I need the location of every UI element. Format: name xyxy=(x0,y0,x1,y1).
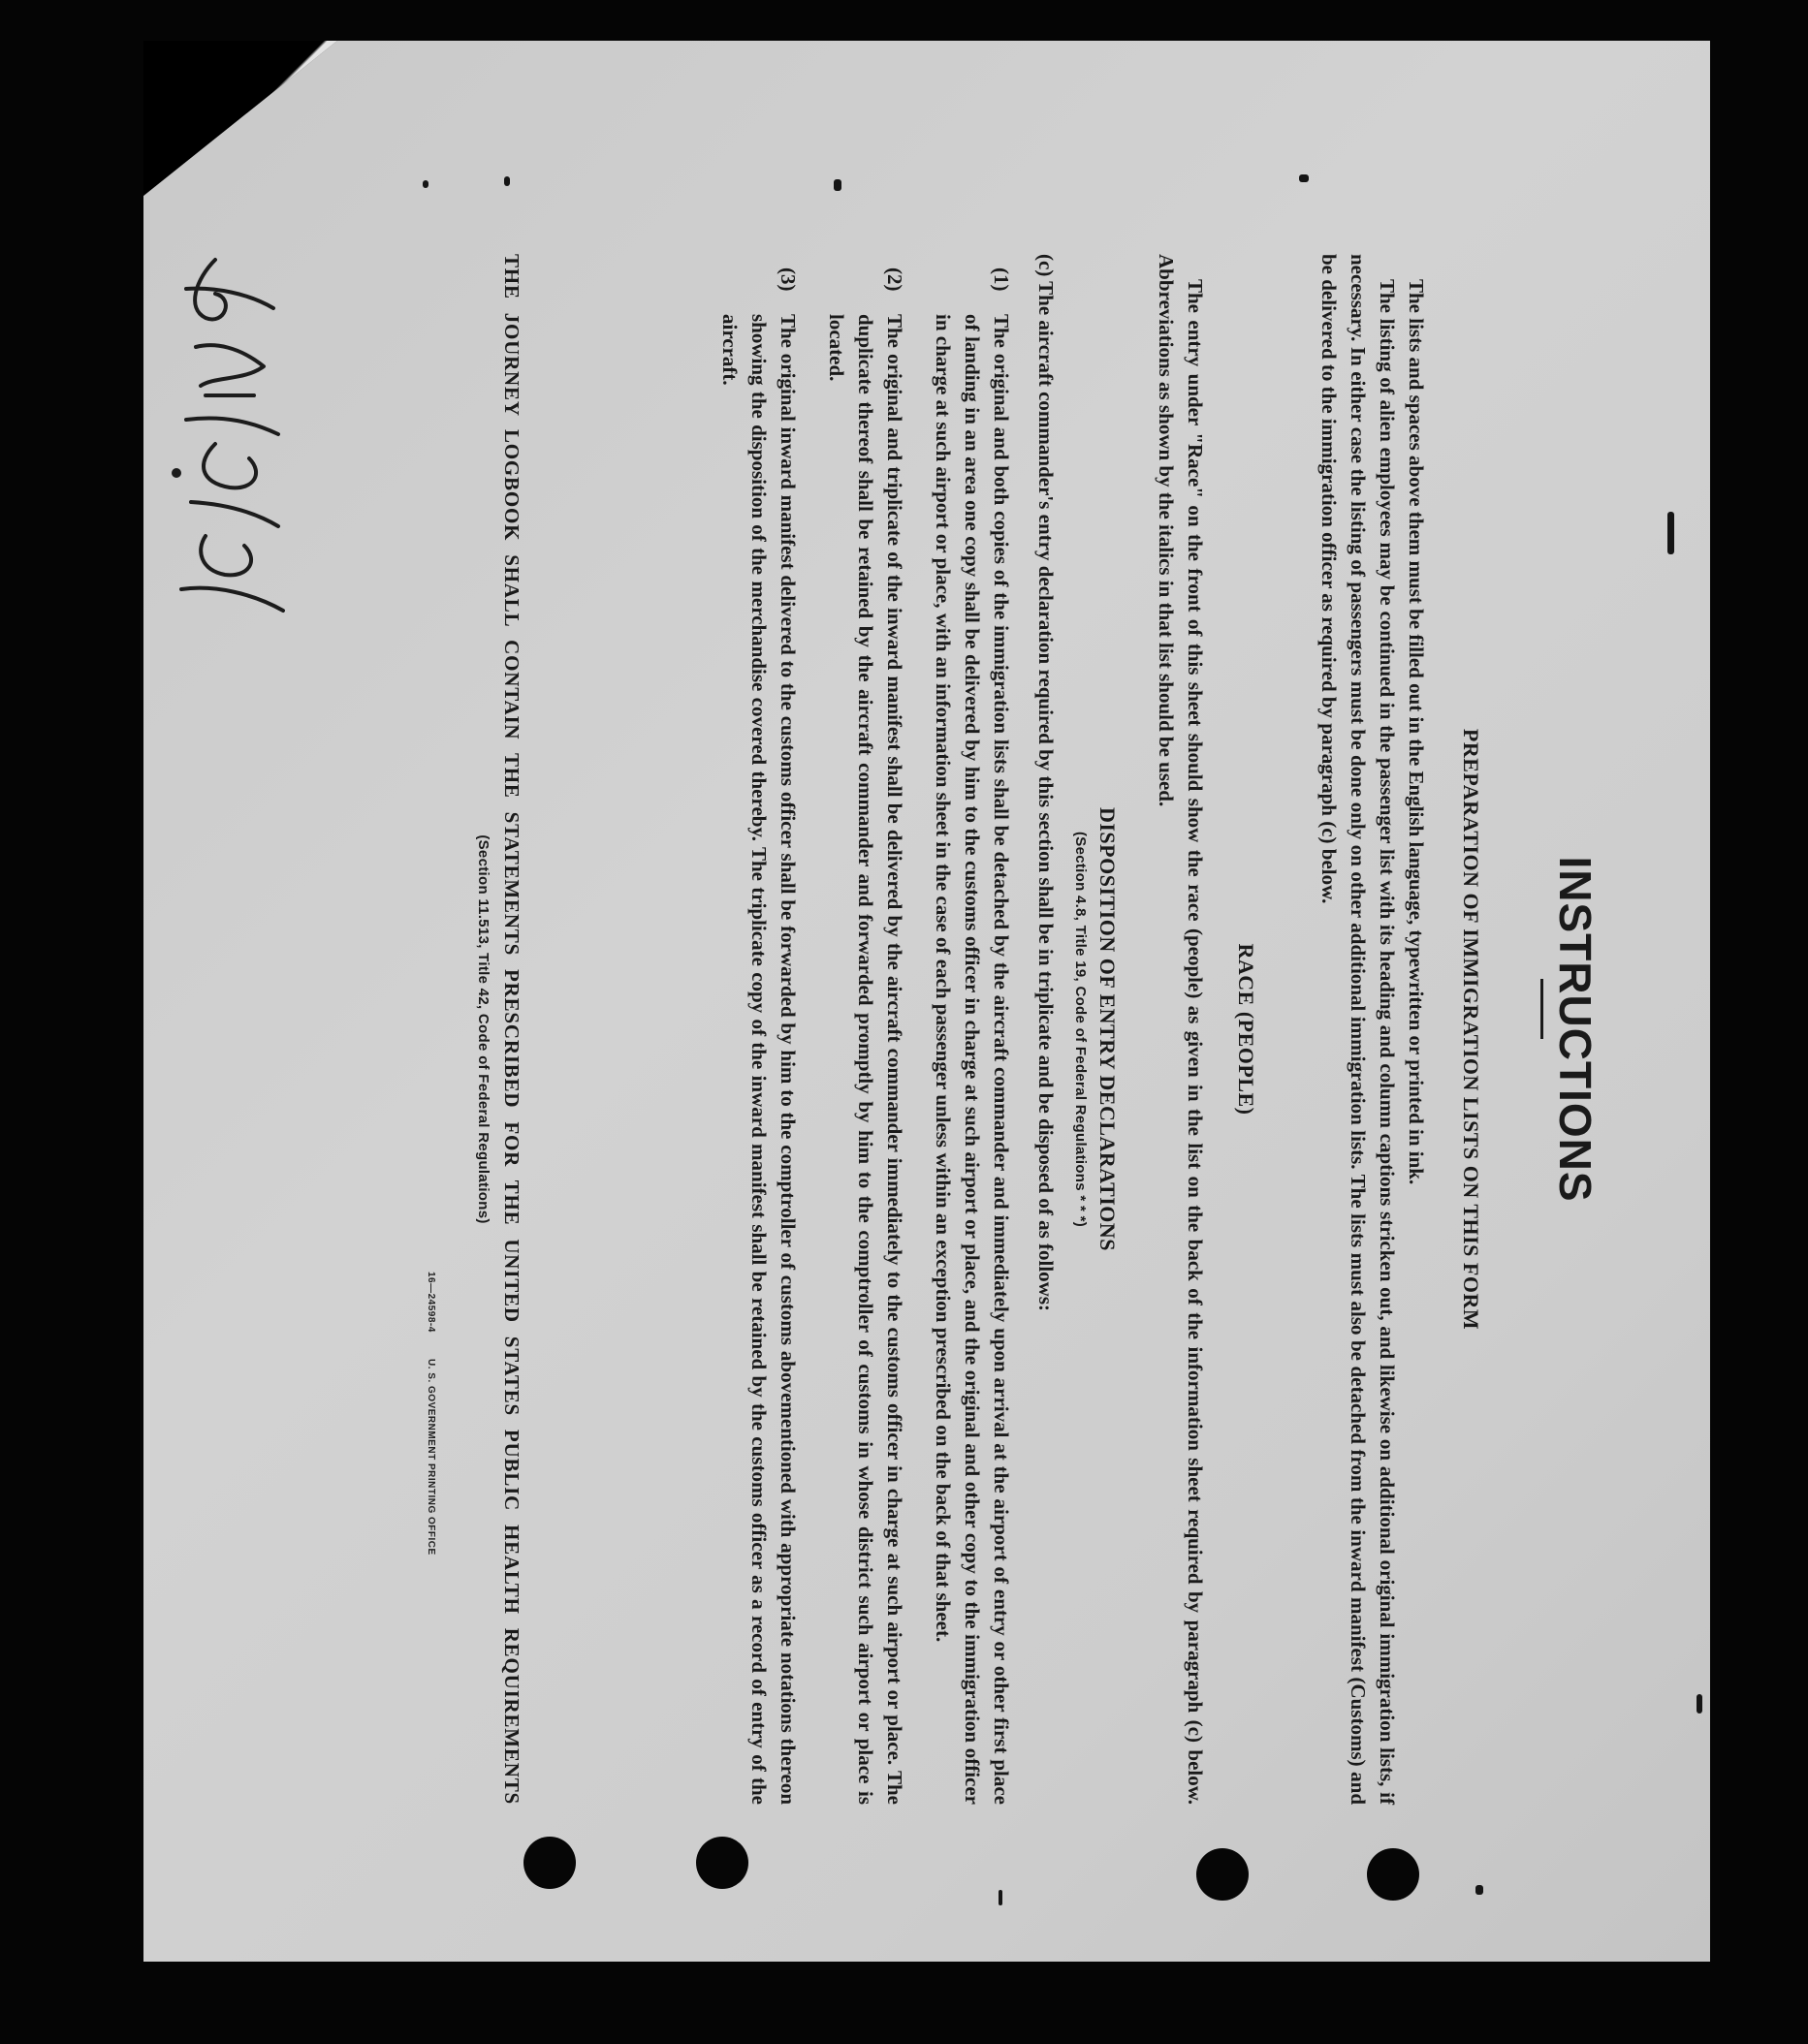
paragraph: The entry under "Race" on the front of this sheet should show the race (people) as given in the list on the back of the information sheet required by paragraph (c) below. Abbreviations as shown by the italics in that list should be used. xyxy=(1155,254,1207,1805)
punch-hole xyxy=(1367,1848,1419,1901)
paragraph: The lists and spaces above them must be filled out in the English language, typewritten or printed in ink. xyxy=(1405,279,1428,1185)
preparation-section xyxy=(1315,254,1483,1805)
list-item xyxy=(715,254,803,1805)
logbook-section xyxy=(475,254,523,1805)
list-text: The original and triplicate of the inward manifest shall be delivered by the aircraft commander immediately to the customs officer in charge at such airport or place. The duplicate thereof shall be retained by the aircraft commander and forwarded promptly by him to the comptroller of customs in whose district such airport or place is located. xyxy=(825,314,906,1805)
punch-hole xyxy=(1196,1848,1249,1901)
page-title: INSTRUCTIONS xyxy=(1550,856,1601,1203)
section-heading: RACE (PEOPLE) xyxy=(1234,943,1258,1116)
ink-mark xyxy=(423,180,428,188)
form-code: 16—24598-4 xyxy=(426,1272,436,1333)
citation: (Section 4.8, Title 19, Code of Federal Regulations * * *) xyxy=(1072,831,1089,1228)
list-text: The original and both copies of the immigration lists shall be detached by the aircraft commander and immediately upon arrival at the airport of entry or other first place of landing in an area one copy shall be delivered by him to the customs officer in charge at such airport or place, and the original and other copy to the immigration officer in charge at such airport or place, with an information sheet in the case of each passenger unless within an exception prescribed on the back of that sheet. xyxy=(932,314,1013,1805)
punch-hole xyxy=(696,1837,748,1889)
citation: (Section 11.513, Title 42, Code of Federal Regulations) xyxy=(475,834,492,1224)
ink-mark xyxy=(1475,1885,1483,1895)
list-item xyxy=(822,254,909,1805)
ink-mark xyxy=(504,176,510,186)
ink-mark xyxy=(1667,512,1674,554)
ink-mark xyxy=(1299,174,1309,182)
title-underline xyxy=(1540,979,1543,1039)
disposition-section xyxy=(715,254,1120,1805)
section-heading: DISPOSITION OF ENTRY DECLARATIONS xyxy=(1095,806,1120,1252)
list-number: (2) xyxy=(883,267,906,292)
ink-mark xyxy=(834,179,841,191)
ink-mark xyxy=(999,1890,1002,1905)
list-number: (3) xyxy=(777,267,800,292)
ink-mark xyxy=(1697,1694,1702,1714)
section-heading: PREPARATION OF IMMIGRATION LISTS ON THIS FORM xyxy=(1459,728,1483,1331)
race-section xyxy=(1152,254,1258,1805)
paragraph: (c) The aircraft commander's entry declaration required by this section shall be in triplicate and be disposed of as follows: xyxy=(1034,254,1058,1311)
section-heading: THE JOURNEY LOGBOOK SHALL CONTAIN THE STATEMENTS PRESCRIBED FOR THE UNITED STATES PUBLIC HEALTH REQUIREMENTS xyxy=(500,254,523,1805)
paragraph: The listing of alien employees may be continued in the passenger list with its heading and column captions stricken out, and likewise on additional original immigration lists, if necessary. In either case the listing of passengers must be done only on other additional immigration lists. The lists must also be detached from the inward manifest (Customs) and be delivered to the immigration officer as required by paragraph (c) below. xyxy=(1317,254,1399,1805)
handwritten-signature xyxy=(157,250,293,618)
punch-hole xyxy=(523,1837,576,1889)
printer-imprint: U. S. GOVERNMENT PRINTING OFFICE xyxy=(426,1359,436,1556)
list-item xyxy=(929,254,1016,1805)
list-number: (1) xyxy=(990,267,1013,292)
list-text: The original inward manifest delivered to the customs officer shall be forwarded by him to the comptroller of customs abovementioned with appropriate notations thereon showing the disposition of the merchandise covered thereby. The triplicate copy of the inward manifest shall be retained by the customs officer as a record of entry of the aircraft. xyxy=(718,314,800,1805)
instructions-document xyxy=(397,254,1601,1805)
